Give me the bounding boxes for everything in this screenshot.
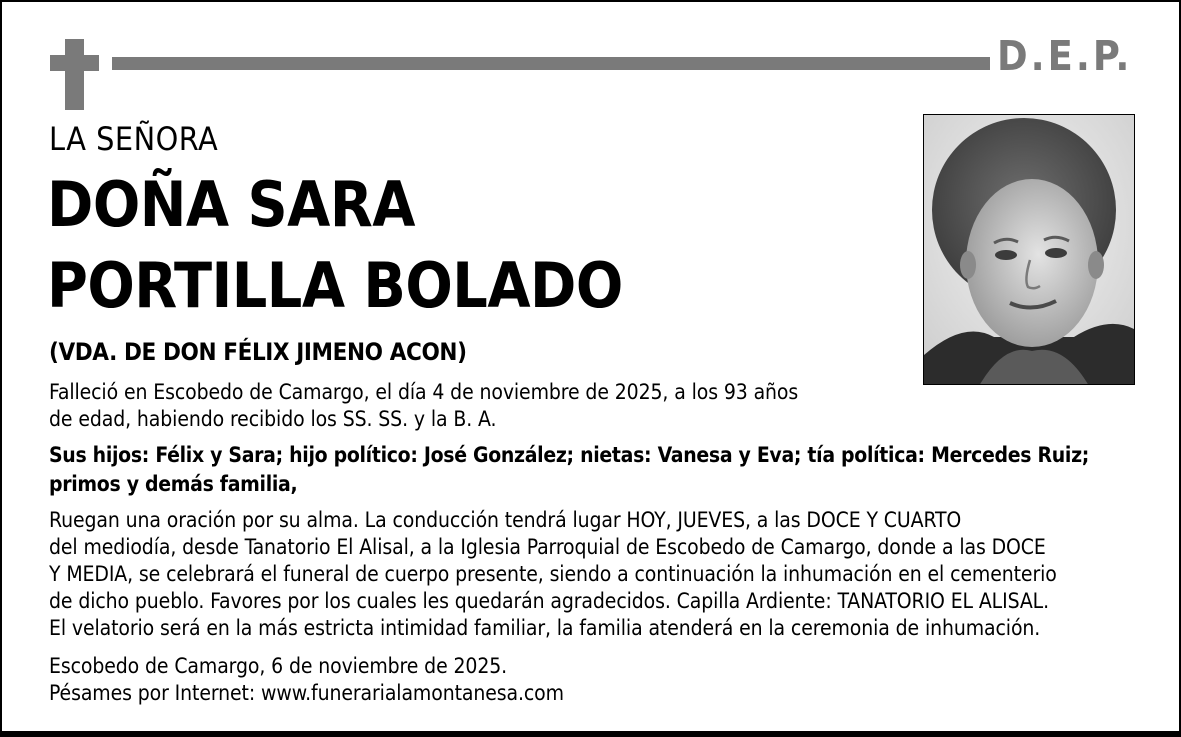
header-rule bbox=[112, 57, 990, 70]
cross-vertical-bar bbox=[65, 39, 84, 110]
death-line: Falleció en Escobedo de Camargo, el día 4 de noviembre de 2025, a los 93 años bbox=[49, 380, 799, 404]
ceremony-line: Ruegan una oración por su alma. La conducción tendrá lugar HOY, JUEVES, a las DOCE Y CUARTO bbox=[49, 508, 962, 532]
honorific-prefix: LA SEÑORA bbox=[49, 120, 219, 158]
family-line: primos y demás familia, bbox=[49, 472, 298, 496]
ceremony-line: El velatorio será en la más estricta intimidad familiar, la familia atenderá en la ceremonia de inhumación. bbox=[49, 616, 1041, 640]
cross-horizontal-bar bbox=[50, 55, 99, 71]
condolences-website: Pésames por Internet: www.funerarialamontanesa.com bbox=[49, 681, 564, 705]
place-date: Escobedo de Camargo, 6 de noviembre de 2025. bbox=[49, 654, 508, 678]
deceased-name-line-2: PORTILLA BOLADO bbox=[47, 249, 623, 322]
widow-of: (VDA. DE DON FÉLIX JIMENO ACON) bbox=[49, 338, 467, 366]
deceased-name-line-1: DOÑA SARA bbox=[47, 168, 415, 241]
ceremony-line: de dicho pueblo. Favores por los cuales les quedarán agradecidos. Capilla Ardiente: TANATORIO EL ALISAL. bbox=[49, 589, 1050, 613]
ceremony-line: Y MEDIA, se celebrará el funeral de cuerpo presente, siendo a continuación la inhumación en el cementerio bbox=[49, 562, 1057, 586]
ceremony-line: del mediodía, desde Tanatorio El Alisal, a la Iglesia Parroquial de Escobedo de Camargo, donde a las DOCE bbox=[49, 535, 1046, 559]
family-line: Sus hijos: Félix y Sara; hijo político: José González; nietas: Vanesa y Eva; tía política: Mercedes Ruiz; bbox=[49, 443, 1090, 467]
portrait-photo bbox=[923, 114, 1135, 385]
death-line: de edad, habiendo recibido los SS. SS. y la B. A. bbox=[49, 407, 497, 431]
dep-label: D.E.P. bbox=[997, 32, 1133, 80]
